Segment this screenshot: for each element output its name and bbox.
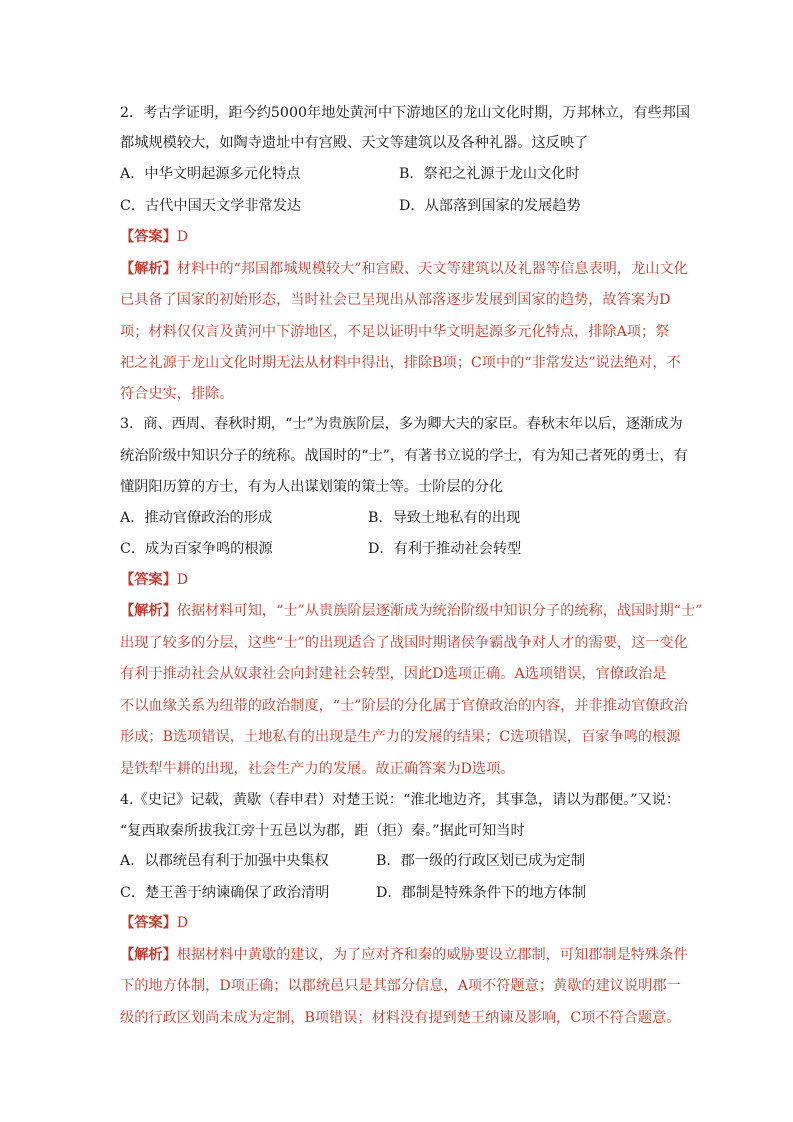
question-2-analysis-line-4: 祀之礼源于龙山文化时期无法从材料中得出，排除B项；C项中的“非常发达”说法绝对，不 [120, 355, 681, 371]
question-3-analysis-line-2: 出现了较多的分层，这些“士”的出现适合了战国时期诸侯争霸战争对人才的需要，这一变化 [120, 635, 688, 651]
question-2-stem-line-2: 都城规模较大，如陶寺遗址中有宫殿、天文等建筑以及各种礼器。这反映了 [120, 135, 589, 151]
analysis-text: 根据材料中黄歇的建议，为了应对齐和秦的威胁要设立郡制，可知郡制是特殊条件 [176, 947, 688, 963]
question-3-option-d: D．有利于推动社会转型 [368, 541, 522, 557]
question-4-option-c: C．楚王善于纳谏确保了政治清明 [120, 885, 330, 901]
question-3-analysis-line-5: 形成；B选项错误，土地私有的出现是生产力的发展的结果；C选项错误，百家争鸣的根源 [120, 729, 681, 745]
question-3-answer [120, 570, 188, 590]
question-4-option-b: B．郡一级的行政区划已成为定制 [376, 853, 586, 869]
question-3-analysis-line-1 [120, 601, 702, 621]
question-4-stem-line-2: “复西取秦所拔我江旁十五邑以为郡，距（拒）秦。”据此可知当时 [120, 823, 525, 839]
question-4-stem-line-1: 4.《史记》记载，黄歇（春申君）对楚王说：“淮北地边齐，其事急，请以为郡便。”又说： [120, 792, 681, 808]
question-3-stem-line-3: 懂阴阳历算的方士，有为人出谋划策的策士等。士阶层的分化 [120, 479, 504, 495]
question-3-option-b: B．导致土地私有的出现 [368, 510, 521, 526]
question-3-analysis-line-4: 不以血缘关系为纽带的政治制度，“士”阶层的分化属于官僚政治的内容，并非推动官僚政治 [120, 698, 688, 714]
question-2-option-d: D．从部落到国家的发展趋势 [399, 198, 581, 214]
question-4-analysis-line-1 [120, 945, 688, 965]
question-3-option-c: C．成为百家争鸣的根源 [120, 541, 273, 557]
analysis-tag: 【解析】 [120, 947, 177, 963]
question-2-analysis-line-1 [120, 259, 688, 279]
question-4-analysis-line-3: 级的行政区划尚未成为定制，B项错误；材料没有提到楚王纳谏及影响，C项不符合题意。 [120, 1010, 681, 1026]
question-2-option-b: B．祭祀之礼源于龙山文化时 [399, 166, 580, 182]
answer-value: D [176, 915, 189, 931]
answer-tag: 【答案】 [120, 229, 177, 245]
analysis-tag: 【解析】 [120, 603, 177, 619]
analysis-text: 依据材料可知，“士”从贵族阶层逐渐成为统治阶级中知识分子的统称，战国时期“士” [176, 603, 703, 619]
question-2-option-a: A．中华文明起源多元化特点 [120, 166, 301, 182]
question-2-stem-line-1: 2．考古学证明，距今约5000年地处黄河中下游地区的龙山文化时期，万邦林立，有些邦国 [120, 105, 691, 121]
answer-value: D [176, 572, 189, 588]
question-3-stem-line-1: 3．商、西周、春秋时期，“士”为贵族阶层，多为卿大夫的家臣。春秋末年以后，逐渐成为 [120, 416, 683, 432]
question-2-analysis-line-2: 已具备了国家的初始形态，当时社会已呈现出从部落逐步发展到国家的趋势，故答案为D [120, 292, 671, 308]
answer-tag: 【答案】 [120, 915, 177, 931]
question-3-analysis-line-6: 是铁犁牛耕的出现，社会生产力的发展。故正确答案为D选项。 [120, 761, 515, 777]
analysis-tag: 【解析】 [120, 261, 177, 277]
question-4-answer [120, 913, 188, 933]
question-2-analysis-line-3: 项；材料仅仅言及黄河中下游地区，不足以证明中华文明起源多元化特点，排除A项；祭 [120, 324, 670, 340]
question-2-analysis-line-5: 符合史实，排除。 [120, 386, 234, 402]
analysis-text: 材料中的“邦国都城规模较大”和宫殿、天文等建筑以及礼器等信息表明，龙山文化 [176, 261, 688, 277]
question-3-stem-line-2: 统治阶级中知识分子的统称。战国时的“士”，有著书立说的学士，有为知己者死的勇士，有 [120, 448, 688, 464]
question-3-analysis-line-3: 有利于推动社会从奴隶社会向封建社会转型，因此D选项正确。A选项错误，官僚政治是 [120, 666, 667, 682]
answer-value: D [176, 229, 189, 245]
question-4-option-a: A．以郡统邑有利于加强中央集权 [120, 853, 329, 869]
question-4-analysis-line-2: 下的地方体制，D项正确；以郡统邑只是其部分信息，A项不符题意；黄歇的建议说明郡一 [120, 978, 681, 994]
question-3-option-a: A．推动官僚政治的形成 [120, 510, 273, 526]
answer-tag: 【答案】 [120, 572, 177, 588]
question-2-answer [120, 227, 188, 247]
question-2-option-c: C．古代中国天文学非常发达 [120, 198, 302, 214]
question-4-option-d: D．郡制是特殊条件下的地方体制 [376, 885, 587, 901]
